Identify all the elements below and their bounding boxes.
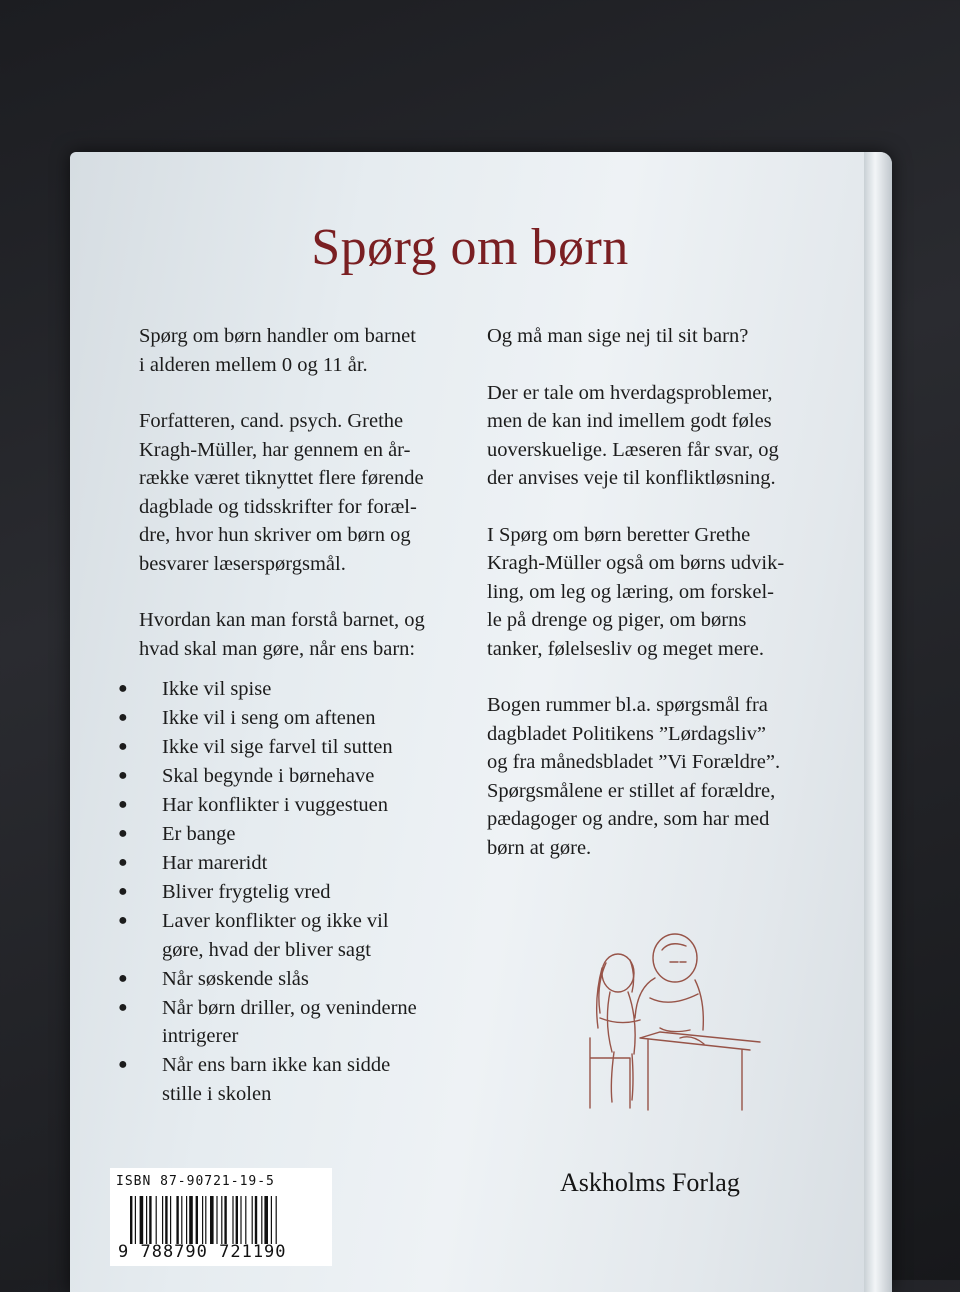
list-item-text: Laver konflikter og ikke vil gøre, hvad der bliver sagt [162,910,389,961]
list-item [118,965,478,994]
barcode-digits: 9 788790 721190 [118,1242,287,1262]
problem-list [118,675,478,1109]
left-column [139,322,469,691]
list-item [118,878,478,907]
list-item-text: Når børn driller, og veninderne intrigerer [162,996,417,1047]
bullet-icon: ● [118,709,128,726]
bullet-icon: ● [118,1056,128,1073]
barcode [110,1168,332,1266]
barcode-bars-icon [130,1196,326,1244]
list-item-text: Ikke vil sige farvel til sutten [162,736,393,758]
bullet-icon: ● [118,767,128,784]
book-title: Spørg om børn [311,219,629,276]
list-item [118,791,478,820]
list-item [118,907,478,964]
list-item [118,762,478,791]
problems-paragraph: Der er tale om hverdagsproblemer, men de kan ind imellem godt føles uoverskuelige. Læseren får svar, og der anvises veje til konfliktløsning. [487,381,779,489]
right-column [487,322,832,890]
list-item-text: Ikke vil spise [162,678,272,700]
publisher-name: Askholms Forlag [560,1168,740,1197]
list-item-text: Er bange [162,823,236,845]
list-item-text: Har konflikter i vuggestuen [162,794,389,816]
list-item [118,849,478,878]
author-paragraph: Forfatteren, cand. psych. Grethe Kragh-Müller, har gennem en år- række været tiknyttet flere førende dagblade og tidsskrifter for foræl- dre, hvor hun skriver om børn og besvarer læserspørgsmål. [139,410,424,575]
list-item [118,820,478,849]
bullet-icon: ● [118,796,128,813]
list-item-text: Bliver frygtelig vred [162,881,331,903]
content-paragraph: I Spørg om børn beretter Grethe Kragh-Müller også om børns udvik- ling, om leg og læring, om forskel- le på drenge og piger, om børns tanker, følelsesliv og meget mere. [487,523,785,660]
list-item [118,733,478,762]
list-item-text: Når søskende slås [162,967,309,990]
bullet-icon: ● [118,912,128,929]
list-item [118,994,478,1051]
isbn-label: ISBN 87-90721-19-5 [116,1174,275,1189]
bullet-icon: ● [118,680,128,697]
bullet-icon: ● [118,825,128,842]
list-item-text: Har mareridt [162,852,268,874]
list-item-text: Skal begynde i børnehave [162,765,375,787]
question-paragraph: Hvordan kan man forstå barnet, og hvad skal man gøre, når ens barn: [139,609,425,660]
sketch-drawing-icon [530,928,770,1128]
list-item [118,675,478,704]
bullet-icon: ● [118,998,128,1016]
question-line: Og må man sige nej til sit barn? [487,325,749,347]
bullet-icon: ● [118,883,128,900]
book-spine [864,152,892,1292]
list-item-text: Ikke vil i seng om aftenen [162,707,376,729]
sources-paragraph: Bogen rummer bl.a. spørgsmål fra dagbladet Politikens ”Lørdagsliv” og fra månedsbladet ”Vi Forældre”. Spørgsmålene er stillet af forældre, pædagoger og andre, som har med børn at gøre. [487,694,781,859]
bullet-icon: ● [118,854,128,871]
list-item [118,1051,478,1108]
intro-paragraph: Spørg om børn handler om barnet i alderen mellem 0 og 11 år. [139,325,416,376]
list-item [118,704,478,733]
bullet-icon: ● [118,969,128,987]
list-item-text: Når ens barn ikke kan sidde stille i skolen [162,1054,391,1105]
bullet-icon: ● [118,738,128,755]
